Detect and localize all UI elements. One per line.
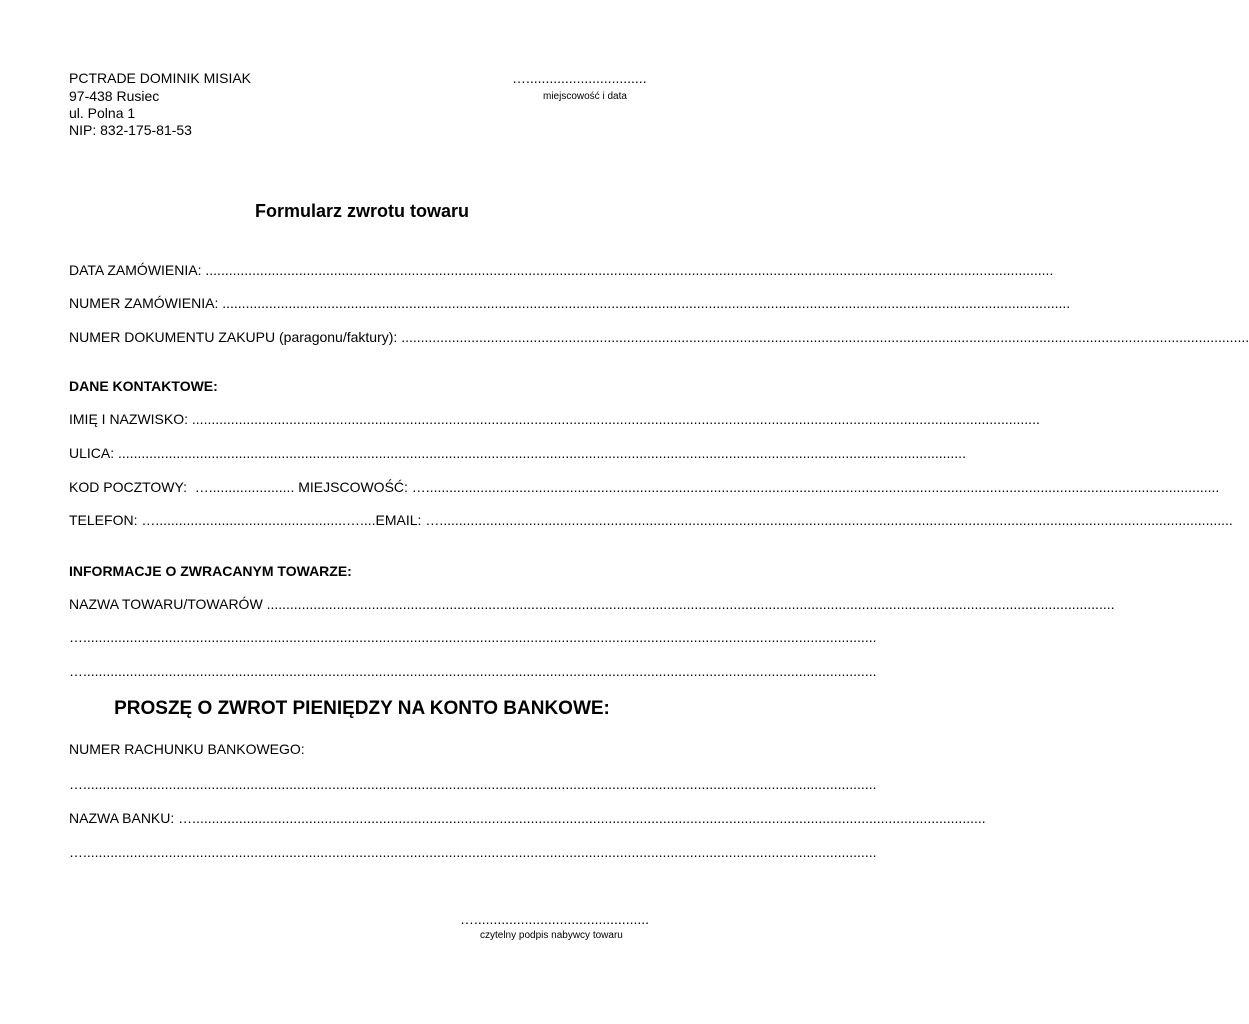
order-number-dots: .......................................................................................................................................................................................................................... <box>222 295 1071 311</box>
phone-dots: ….................................................….... <box>141 512 376 528</box>
purchase-doc-field[interactable] <box>69 328 1249 346</box>
purchase-doc-dots: .......................................................................................................................................................................................................................... <box>401 329 1249 345</box>
goods-line-3[interactable] <box>69 662 877 680</box>
goods-line-3-dots: …............................................................................................................................................................................................................ <box>69 663 877 679</box>
purchase-doc-label: NUMER DOKUMENTU ZAKUPU (paragonu/faktury): <box>69 329 398 345</box>
signature-line[interactable]: …............................................. <box>460 911 650 927</box>
goods-name-field[interactable] <box>69 595 1115 613</box>
street-label: ULICA: <box>69 445 115 461</box>
street-dots: .......................................................................................................................................................................................................................... <box>118 445 966 461</box>
order-number-field[interactable] <box>69 294 1071 312</box>
email-label: EMAIL: <box>375 512 422 528</box>
page-title: Formularz zwrotu towaru <box>254 201 469 221</box>
place-date-line[interactable]: …............................... <box>512 70 647 86</box>
phone-label: TELEFON: <box>69 512 138 528</box>
bank-line-2[interactable] <box>69 843 877 861</box>
goods-line-2[interactable] <box>69 628 877 646</box>
full-name-field[interactable] <box>69 410 1040 428</box>
signature-caption: czytelny podpis nabywcy towaru <box>480 930 623 941</box>
bank-name-field[interactable] <box>69 809 986 827</box>
phone-email-field[interactable] <box>69 511 1233 529</box>
refund-heading: PROSZĘ O ZWROT PIENIĘDZY NA KONTO BANKOWE: <box>114 698 610 719</box>
zip-dots: …...................... <box>194 479 295 495</box>
city-label: MIEJSCOWOŚĆ: <box>298 479 408 495</box>
zip-city-field[interactable] <box>69 478 1220 496</box>
bank-line-2-dots: …............................................................................................................................................................................................................ <box>69 844 877 860</box>
goods-heading: INFORMACJE O ZWRACANYM TOWARZE: <box>69 563 352 579</box>
company-nip: NIP: 832-175-81-53 <box>69 122 192 138</box>
full-name-label: IMIĘ I NAZWISKO: <box>69 411 189 427</box>
company-postal: 97-438 Rusiec <box>69 88 160 104</box>
company-street: ul. Polna 1 <box>69 105 136 121</box>
account-number-dots: …............................................................................................................................................................................................................ <box>69 776 877 792</box>
bank-name-label: NAZWA BANKU: <box>69 810 175 826</box>
email-dots: …............................................................................................................................................................................................................ <box>425 512 1233 528</box>
order-date-field[interactable] <box>69 261 1054 279</box>
full-name-dots: .......................................................................................................................................................................................................................... <box>191 411 1040 427</box>
zip-label: KOD POCZTOWY: <box>69 479 187 495</box>
account-label: NUMER RACHUNKU BANKOWEGO: <box>69 741 305 757</box>
company-name: PCTRADE DOMINIK MISIAK <box>69 70 252 86</box>
goods-line-2-dots: …............................................................................................................................................................................................................ <box>69 629 877 645</box>
street-field[interactable] <box>69 444 966 462</box>
contact-heading: DANE KONTAKTOWE: <box>69 378 218 394</box>
goods-name-dots: .......................................................................................................................................................................................................................... <box>266 596 1115 612</box>
bank-name-dots: …............................................................................................................................................................................................................ <box>178 810 986 826</box>
goods-name-label: NAZWA TOWARU/TOWARÓW <box>69 596 263 612</box>
order-number-label: NUMER ZAMÓWIENIA: <box>69 295 219 311</box>
account-number-field[interactable] <box>69 775 877 793</box>
order-date-dots: .......................................................................................................................................................................................................................... <box>205 262 1054 278</box>
city-dots: …............................................................................................................................................................................................................ <box>411 479 1220 495</box>
order-date-label: DATA ZAMÓWIENIA: <box>69 262 202 278</box>
place-date-caption: miejscowość i data <box>543 91 627 102</box>
